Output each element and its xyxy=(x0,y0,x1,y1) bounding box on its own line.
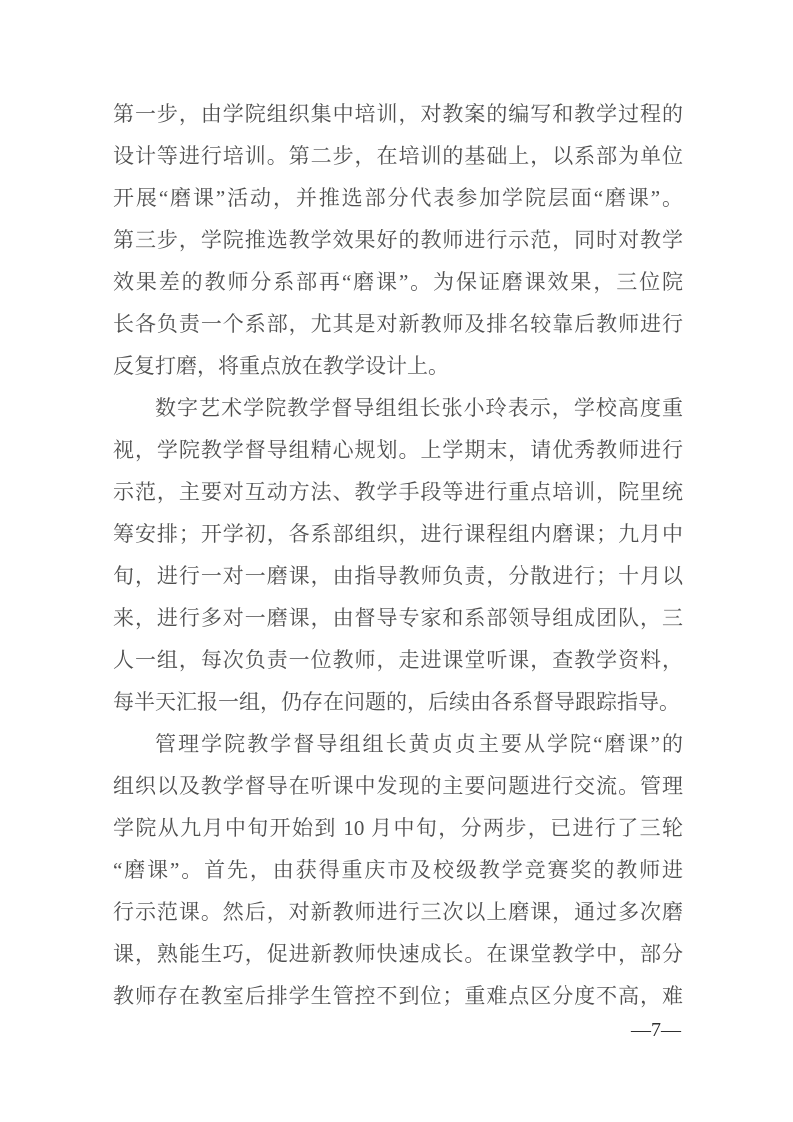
text-line: 数字艺术学院教学督导组组长张小玲表示，学校高度重 xyxy=(155,396,683,420)
text-line: 学院从九月中旬开始到 10 月中旬，分两步，已进行了三轮 xyxy=(113,816,683,840)
text-line: 旬，进行一对一磨课，由指导教师负责，分散进行；十月以 xyxy=(113,564,683,588)
text-line: 长各负责一个系部，尤其是对新教师及排名较靠后教师进行 xyxy=(113,312,683,336)
text-line: 第三步，学院推选教学效果好的教师进行示范，同时对教学 xyxy=(113,228,683,252)
text-line: 每半天汇报一组，仍存在问题的，后续由各系督导跟踪指导。 xyxy=(113,690,680,714)
text-line: 课，熟能生巧，促进新教师快速成长。在课堂教学中，部分 xyxy=(113,942,683,966)
text-line: 行示范课。然后，对新教师进行三次以上磨课，通过多次磨 xyxy=(113,900,683,924)
text-line: 组织以及教学督导在听课中发现的主要问题进行交流。管理 xyxy=(113,774,683,798)
text-line: 示范，主要对互动方法、教学手段等进行重点培训，院里统 xyxy=(113,480,683,504)
paragraph xyxy=(113,93,683,387)
text-line: 开展“磨课”活动，并推选部分代表参加学院层面“磨课”。 xyxy=(113,186,683,210)
text-line: 设计等进行培训。第二步，在培训的基础上，以系部为单位 xyxy=(113,144,683,168)
paragraph xyxy=(113,723,683,1017)
text-line: 筹安排；开学初，各系部组织，进行课程组内磨课；九月中 xyxy=(113,522,683,546)
text-line: “磨课”。首先，由获得重庆市及校级教学竞赛奖的教师进 xyxy=(113,858,683,882)
paragraph xyxy=(113,387,683,723)
text-line: 第一步，由学院组织集中培训，对教案的编写和教学过程的 xyxy=(113,102,683,126)
text-line: 视，学院教学督导组精心规划。上学期末，请优秀教师进行 xyxy=(113,438,683,462)
text-line: 效果差的教师分系部再“磨课”。为保证磨课效果，三位院 xyxy=(113,270,683,294)
text-line: 来，进行多对一磨课，由督导专家和系部领导组成团队，三 xyxy=(113,606,683,630)
text-line: 反复打磨，将重点放在教学设计上。 xyxy=(113,354,449,378)
page-number: —7— xyxy=(631,1019,681,1041)
text-line: 管理学院教学督导组组长黄贞贞主要从学院“磨课”的 xyxy=(155,732,683,756)
text-line: 人一组，每次负责一位教师，走进课堂听课，查教学资料， xyxy=(113,648,683,672)
document-body xyxy=(113,93,683,1017)
text-line: 教师存在教室后排学生管控不到位；重难点区分度不高，难 xyxy=(113,984,683,1008)
